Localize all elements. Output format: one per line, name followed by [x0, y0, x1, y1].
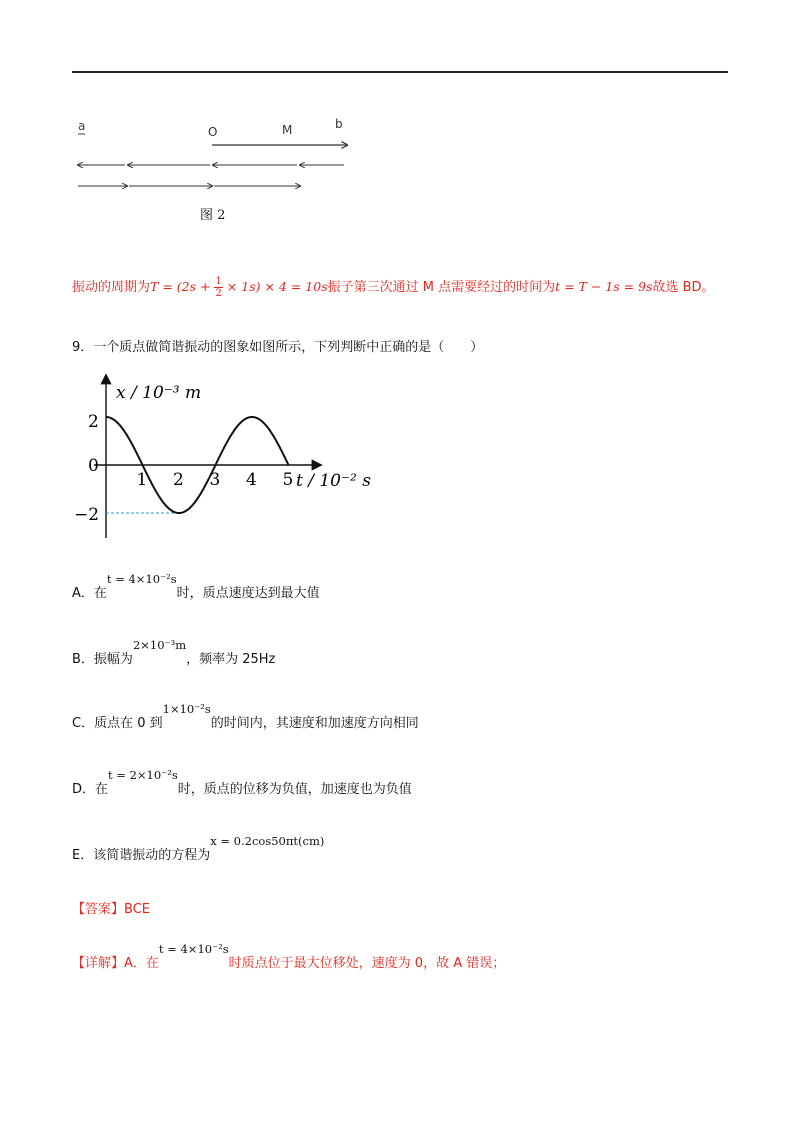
- answer-line: [72, 898, 150, 917]
- fraction: $\frac{1}{2}$: [215, 276, 222, 299]
- label-m: M: [282, 123, 293, 137]
- question-9: [72, 336, 483, 355]
- x-tick-2: 2: [173, 470, 184, 490]
- x-tick-1: 1: [136, 470, 148, 490]
- option-b: B．振幅为2×10⁻³m，频率为 25Hz: [72, 638, 276, 667]
- y-tick-neg2: −2: [74, 505, 100, 525]
- option-e-formula: x = 0.2cos50πt(cm): [210, 834, 325, 848]
- detail-formula: t = 4×10⁻²s: [158, 942, 229, 956]
- x-tick-5: 5: [282, 470, 294, 490]
- option-a: A．在t = 4×10⁻²s时，质点速度达到最大值: [72, 572, 320, 601]
- x-axis-label: t / 10⁻² s: [296, 471, 371, 491]
- prev-suffix: 故选 BD。: [652, 280, 715, 295]
- option-d: D．在t = 2×10⁻²s时，质点的位移为负值，加速度也为负值: [72, 768, 412, 797]
- option-a-formula: t = 4×10⁻²s: [106, 572, 177, 586]
- y-tick-2: 2: [88, 412, 99, 432]
- answer-value: BCE: [124, 902, 150, 917]
- answer-tag: 【答案】: [72, 902, 125, 917]
- option-b-formula: 2×10⁻³m: [132, 638, 187, 652]
- prev-prefix: 振动的周期为: [72, 280, 151, 295]
- shm-chart: [74, 370, 380, 550]
- x-tick-3: 3: [209, 470, 221, 490]
- option-c-formula: 1×10⁻²s: [162, 702, 211, 716]
- x-tick-4: 4: [246, 470, 257, 490]
- header-rule: [72, 71, 728, 73]
- shm-graph: [74, 370, 380, 550]
- option-c: C．质点在 0 到1×10⁻²s的时间内，其速度和加速度方向相同: [72, 702, 419, 731]
- period-formula: T = (2s + $\frac{1}{2}$ × 1s) × 4 = 10s: [150, 276, 328, 299]
- figure-2-caption: 图 2: [200, 208, 226, 223]
- option-e: E．该简谐振动的方程为x = 0.2cos50πt(cm): [72, 834, 325, 863]
- label-b: b: [335, 117, 343, 131]
- question-number: 9．: [72, 340, 94, 355]
- y-tick-0: 0: [88, 456, 99, 476]
- prev-middle: 振子第三次通过 M 点需要经过的时间为: [327, 280, 556, 295]
- previous-answer-line: [72, 276, 715, 299]
- label-a: a: [78, 119, 86, 133]
- question-text: 一个质点做简谐振动的图象如图所示，下列判断中正确的是（ ）: [93, 340, 484, 355]
- option-d-formula: t = 2×10⁻²s: [108, 768, 178, 782]
- detail-line: 【详解】A．在t = 4×10⁻²s时质点位于最大位移处，速度为 0，故 A 错误；: [72, 942, 506, 971]
- y-axis-label: x / 10⁻³ m: [116, 383, 202, 403]
- detail-tag: 【详解】: [72, 956, 125, 971]
- label-o: O: [208, 125, 218, 139]
- figure-2-diagram: [72, 110, 372, 210]
- time-formula: t = T − 1s = 9s: [555, 279, 653, 294]
